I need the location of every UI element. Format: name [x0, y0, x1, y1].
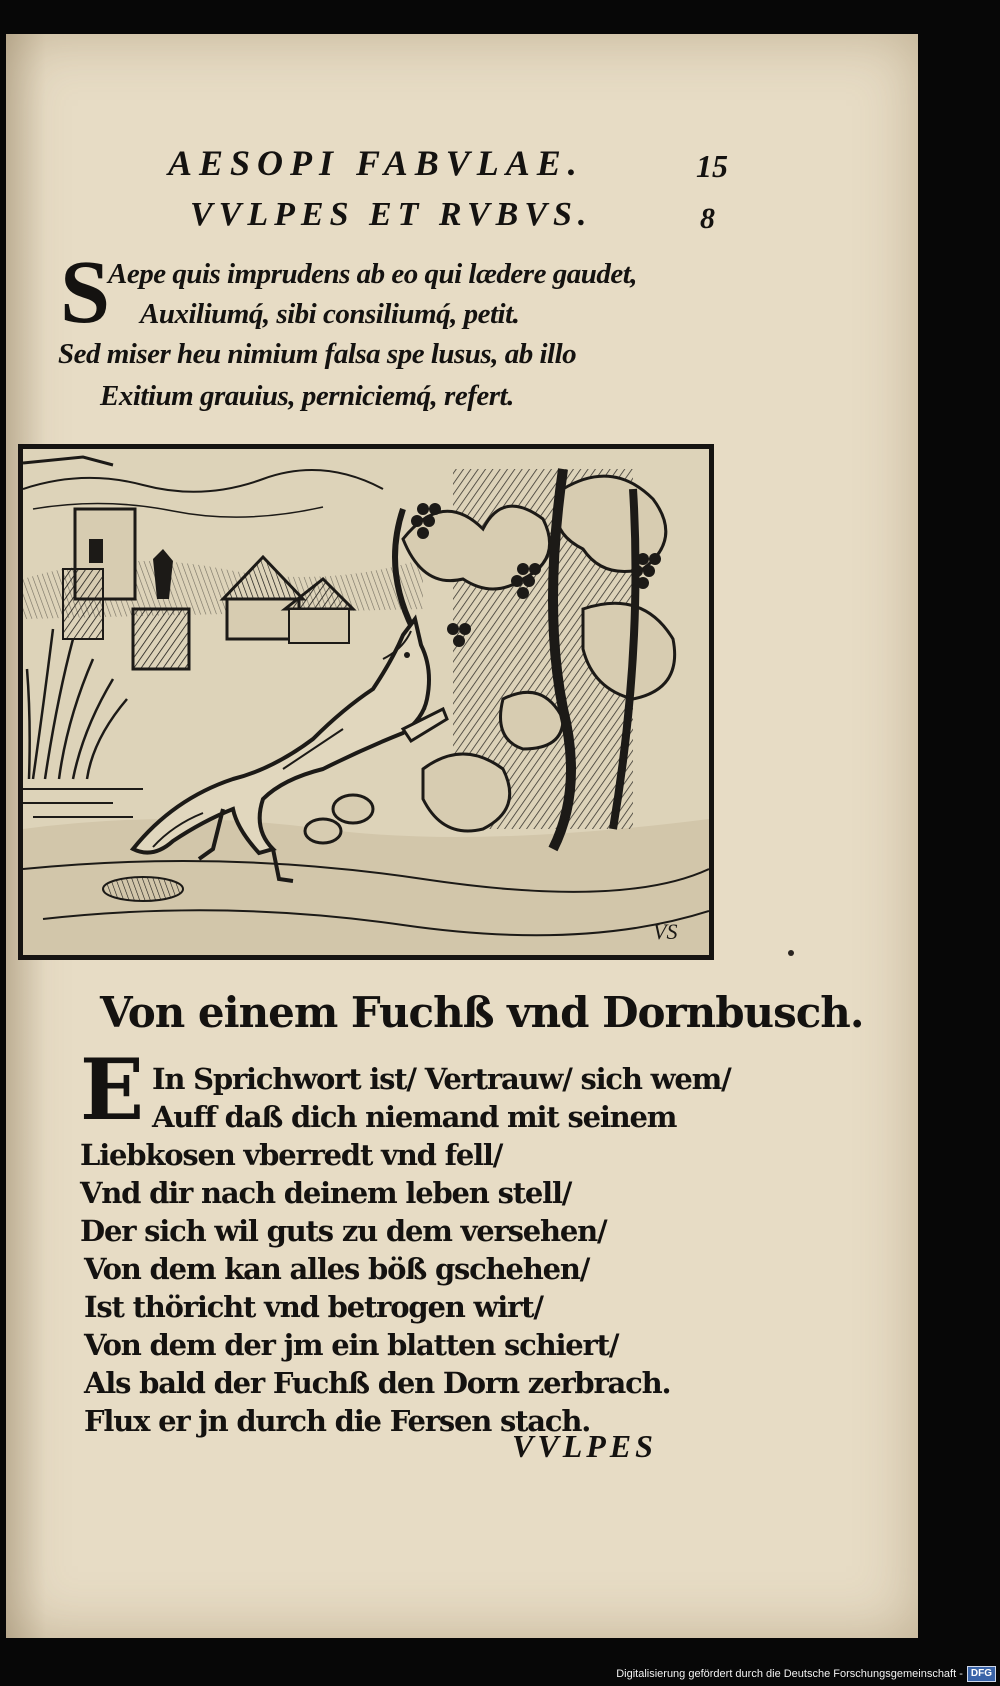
- german-verse-line: Vnd dir nach deinem leben stell/: [80, 1176, 572, 1210]
- german-verse-line: Auff daß dich niemand mit seinem: [152, 1100, 677, 1134]
- page-number: 15: [696, 148, 728, 184]
- woodcut-monogram: VS: [653, 919, 678, 944]
- digitization-footer: [616, 1666, 996, 1682]
- woodcut-drawing: [23, 449, 709, 955]
- german-verse-line: In Sprichwort ist/ Vertrauw/ sich wem/: [152, 1062, 731, 1096]
- fable-title: VVLPES ET RVBVS.: [190, 196, 593, 233]
- footer-credit: Digitalisierung gefördert durch die Deutsche Forschungsgemeinschaft -: [616, 1668, 963, 1680]
- german-verse-line: Von dem kan alles böß gschehen/: [84, 1252, 590, 1286]
- latin-verse-line: Exitium grauius, perniciemq́, refert.: [100, 380, 514, 412]
- ink-speck: [788, 950, 794, 956]
- latin-verse-line: Aepe quis imprudens ab eo qui lædere gaudet,: [108, 258, 638, 290]
- german-verse-line: Ist thöricht vnd betrogen wirt/: [84, 1290, 543, 1324]
- catchword: VVLPES: [512, 1428, 657, 1464]
- german-verse-line: Liebkosen vberredt vnd fell/: [80, 1138, 503, 1172]
- german-verse-line: Von dem der jm ein blatten schiert/: [84, 1328, 619, 1362]
- latin-dropcap: S: [60, 243, 111, 342]
- running-title: AESOPI FABVLAE.: [168, 143, 584, 183]
- latin-verse-line: Sed miser heu nimium falsa spe lusus, ab illo: [58, 338, 577, 370]
- german-title: Von einem Fuchß vnd Dornbusch.: [100, 988, 864, 1037]
- german-verse-line: Flux er jn durch die Fersen stach.: [84, 1404, 591, 1438]
- latin-verse-line: Auxiliumq́, sibi consiliumq́, petit.: [140, 298, 520, 330]
- german-verse-line: Der sich wil guts zu dem versehen/: [80, 1214, 607, 1248]
- german-dropcap: E: [80, 1040, 145, 1139]
- fox-woodcut-illustration: [18, 444, 714, 960]
- german-verse-line: Als bald der Fuchß den Dorn zerbrach.: [84, 1366, 671, 1400]
- dfg-logo: DFG: [967, 1666, 996, 1682]
- fable-number: 8: [700, 202, 715, 235]
